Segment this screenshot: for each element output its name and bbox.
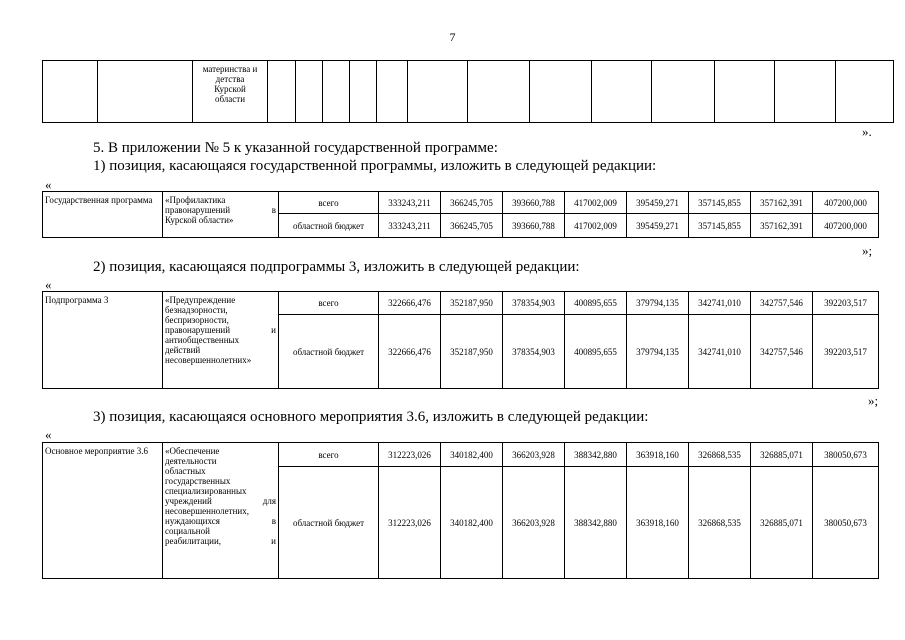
item1-text: 1) позиция, касающаяся государственной программы, изложить в следующей редакции: [93,158,657,174]
value-cell: 326885,071 [751,467,813,579]
empty-cell [715,61,775,123]
value-cell: 352187,950 [441,292,503,315]
value-cell: 342741,010 [689,315,751,389]
page-number: 7 [449,30,456,44]
value-cell: 363918,160 [627,443,689,467]
text-line: детства [215,74,245,84]
value-cell: 366203,928 [503,467,565,579]
value-cell: 395459,271 [627,192,689,214]
text-line: специализированных [165,486,247,496]
value-cell: 407200,000 [813,214,879,238]
value-cell: 342741,010 [689,292,751,315]
value-cell: 380050,673 [813,443,879,467]
name-cell [163,192,279,238]
empty-cell [268,61,296,123]
open-quote: « [45,177,52,192]
value-cell: 342757,546 [751,315,813,389]
value-cell: 379794,135 [627,292,689,315]
text-line: действий [165,345,201,355]
status-cell: Подпрограмма 3 [43,292,163,389]
value-cell: 392203,517 [813,292,879,315]
text-line: несовершеннолетних» [165,355,252,365]
value-cell: 393660,788 [503,214,565,238]
text-line: государственных [165,476,231,486]
empty-cell [377,61,408,123]
text-line: реабилитации, и [165,536,276,546]
name-cell [163,443,279,579]
value-cell: 366203,928 [503,443,565,467]
text-line: учреждений для [165,496,276,506]
text-line: правонарушений в [165,205,276,215]
empty-cell [43,61,98,123]
name-cell [163,292,279,389]
closing-quote: »; [862,243,873,258]
source-cell: областной бюджет [279,315,379,389]
text-line: областных [165,466,206,476]
open-quote: « [45,277,52,292]
text-line: социальной [165,526,210,536]
section-heading: 5. В приложении № 5 к указанной государственной программе: [93,140,498,156]
text-line: несовершеннолетних, [165,506,249,516]
value-cell: 333243,211 [379,214,441,238]
value-cell: 342757,546 [751,292,813,315]
value-cell: 366245,705 [441,214,503,238]
value-cell: 357145,855 [689,192,751,214]
empty-cell [98,61,193,123]
empty-cell [296,61,323,123]
empty-cell [408,61,468,123]
source-cell: всего [279,292,379,315]
closing-quote: ». [862,124,872,139]
table-subprogram-3 [42,291,879,389]
text-line: Курской [214,84,246,94]
source-cell: областной бюджет [279,214,379,238]
closing-quote: »; [868,393,879,408]
text-line: Курской области» [165,215,234,225]
value-cell: 357162,391 [751,192,813,214]
text-line: нуждающихся в [165,516,276,526]
value-cell: 392203,517 [813,315,879,389]
text-line: безнадзорности, [165,305,228,315]
top-table-fragment [42,60,894,123]
value-cell: 417002,009 [565,214,627,238]
status-cell: Государственная программа [43,192,163,238]
responsible-cell [193,61,268,123]
source-cell: всего [279,192,379,214]
value-cell: 322666,476 [379,315,441,389]
value-cell: 366245,705 [441,192,503,214]
empty-cell [775,61,836,123]
value-cell: 395459,271 [627,214,689,238]
value-cell: 379794,135 [627,315,689,389]
value-cell: 340182,400 [441,467,503,579]
text-line: беспризорности, [165,315,229,325]
value-cell: 417002,009 [565,192,627,214]
text-line: деятельности [165,456,217,466]
text-line: «Предупреждение [165,295,236,305]
empty-cell [350,61,377,123]
status-cell: Основное мероприятие 3.6 [43,443,163,579]
source-cell: всего [279,443,379,467]
table-main-activity-3-6 [42,442,879,579]
empty-cell [836,61,894,123]
value-cell: 326885,071 [751,443,813,467]
value-cell: 340182,400 [441,443,503,467]
empty-cell [530,61,592,123]
value-cell: 388342,880 [565,467,627,579]
value-cell: 400895,655 [565,315,627,389]
value-cell: 312223,026 [379,443,441,467]
source-cell: областной бюджет [279,467,379,579]
value-cell: 322666,476 [379,292,441,315]
text-line: области [214,94,246,104]
value-cell: 357162,391 [751,214,813,238]
text-line: антиобщественных [165,335,240,345]
empty-cell [592,61,652,123]
value-cell: 393660,788 [503,192,565,214]
value-cell: 380050,673 [813,467,879,579]
open-quote: « [45,427,52,442]
table-state-program [42,191,879,238]
value-cell: 326868,535 [689,467,751,579]
text-line: «Профилактика [165,195,226,205]
value-cell: 326868,535 [689,443,751,467]
value-cell: 333243,211 [379,192,441,214]
empty-cell [652,61,715,123]
value-cell: 352187,950 [441,315,503,389]
value-cell: 312223,026 [379,467,441,579]
value-cell: 407200,000 [813,192,879,214]
value-cell: 363918,160 [627,467,689,579]
empty-cell [468,61,530,123]
value-cell: 378354,903 [503,315,565,389]
value-cell: 378354,903 [503,292,565,315]
text-line: материнства и [202,64,258,74]
text-line: правонарушений и [165,325,276,335]
empty-cell [323,61,350,123]
value-cell: 400895,655 [565,292,627,315]
value-cell: 357145,855 [689,214,751,238]
value-cell: 388342,880 [565,443,627,467]
item3-text: 3) позиция, касающаяся основного мероприятия 3.6, изложить в следующей редакции: [93,409,649,425]
item2-text: 2) позиция, касающаяся подпрограммы 3, изложить в следующей редакции: [93,259,580,275]
text-line: «Обеспечение [165,446,220,456]
